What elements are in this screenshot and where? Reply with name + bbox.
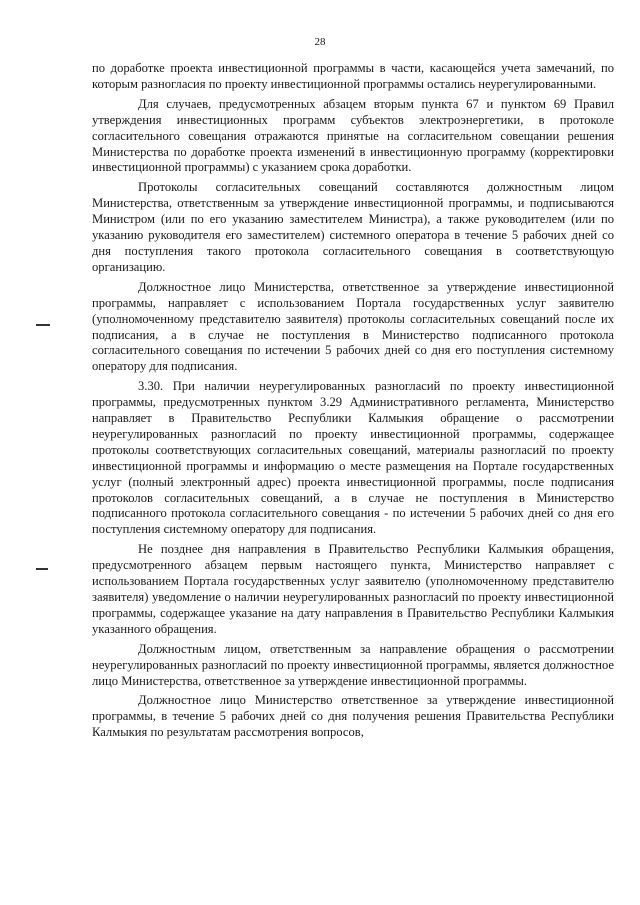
paragraph: Не позднее дня направления в Правительство Республики Калмыкия обращения, предусмотренного абзацем первым настоящего пункта, Министерство направляет с использованием Портала государственных услуг заявителю (уполномоченному представителю заявителя) уведомление о наличии неурегулированных разногласий по проекту инвестиционной программы, содержащее указание на дату направления в Правительство Республики Калмыкия указанного обращения.: [92, 542, 614, 636]
paragraph: 3.30. При наличии неурегулированных разногласий по проекту инвестиционной программы, предусмотренных пунктом 3.29 Административного регламента, Министерство направляет в Правительство Республики Калмыкия обращение о рассмотрении неурегулированных разногласий по проекту инвестиционной программы, содержащее протоколы соответствующих согласительных совещаний, материалы разногласий по проекту инвестиционной программы и информацию о месте размещения на Портале государственных услуг (полный электронный адрес) проекта инвестиционной программы, после подписания протоколов согласительных совещаний, а в случае не поступления в Министерство подписанного протокола согласительного совещания - по истечении 5 рабочих дней со дня его поступления системному оператору для подписания.: [92, 379, 614, 537]
paragraph: по доработке проекта инвестиционной программы в части, касающейся учета замечаний, по которым разногласия по проекту инвестиционной программы остались неурегулированными.: [92, 61, 614, 91]
paragraph: Для случаев, предусмотренных абзацем вторым пункта 67 и пунктом 69 Правил утверждения инвестиционных программ субъектов электроэнергетики, в протоколе согласительного совещания отражаются принятые на согласительном совещании решения Министерства по доработке проекта изменений в инвестиционную программу (корректировки инвестиционной программы) с указанием срока доработки.: [92, 96, 614, 175]
paragraph: Должностным лицом, ответственным за направление обращения о рассмотрении неурегулированных разногласий по проекту инвестиционной программы, является должностное лицо Министерства, ответственное за утверждение инвестиционной программы.: [92, 641, 614, 688]
document-body: [92, 61, 614, 745]
scan-artifact-mark: [36, 324, 50, 326]
page-number: 28: [314, 36, 326, 48]
paragraph: Должностное лицо Министерства, ответственное за утверждение инвестиционной программы, направляет с использованием Портала государственных услуг заявителю (уполномоченному представителю заявителя) протоколы согласительных совещаний после их подписания, а в случае не поступления в Министерство подписанного протокола согласительного совещания по истечении 5 рабочих дней со дня его поступления системному оператору для подписания.: [92, 279, 614, 374]
paragraph: Протоколы согласительных совещаний составляются должностным лицом Министерства, ответственным за утверждение инвестиционной программы, и подписываются Министром (или по его указанию заместителем Министра), а также руководителем (или по указанию руководителя его заместителем) системного оператора в течение 5 рабочих дней со дня поступления такого протокола согласительного совещания в соответствующую организацию.: [92, 180, 614, 274]
paragraph: Должностное лицо Министерство ответственное за утверждение инвестиционной программы, в течение 5 рабочих дней со дня получения решения Правительства Республики Калмыкия по результатам рассмотрения вопросов,: [92, 693, 614, 740]
scan-artifact-mark: [36, 568, 48, 570]
